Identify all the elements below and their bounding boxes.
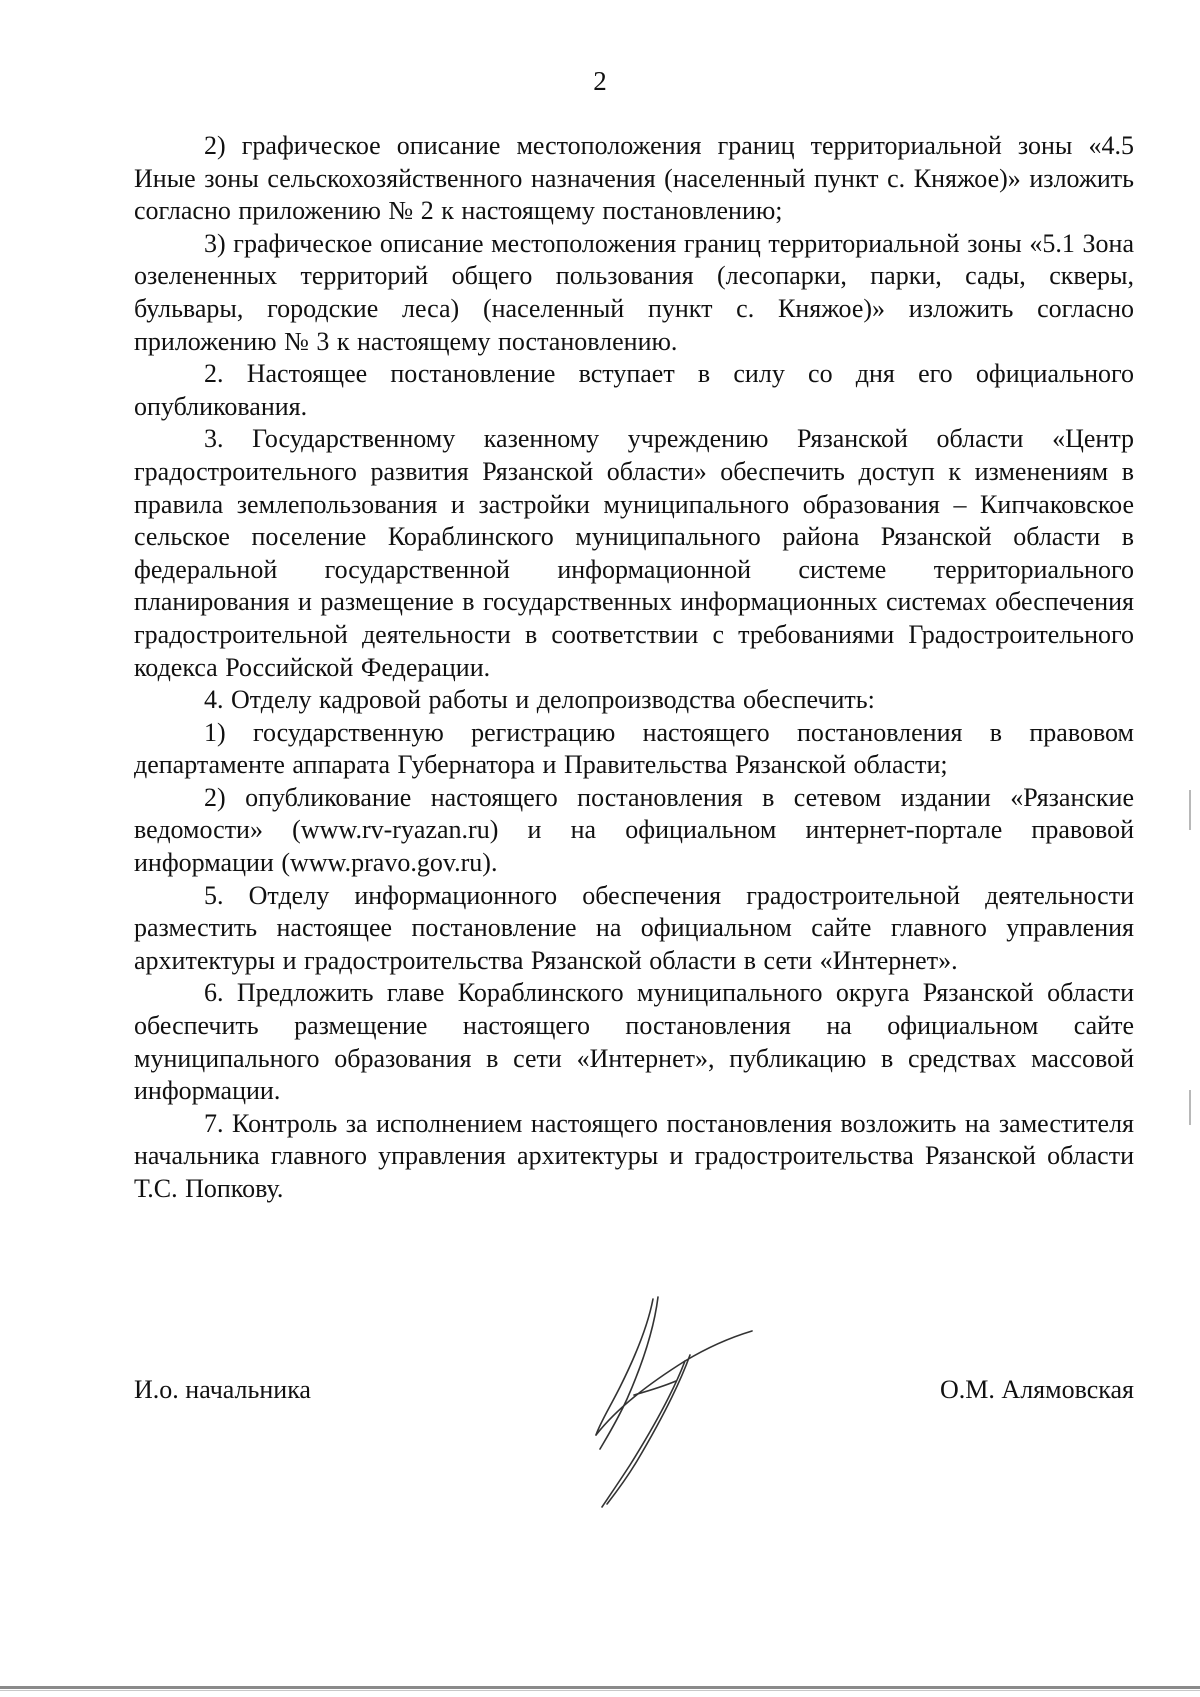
- paragraph-control: 7. Контроль за исполнением настоящего постановления возложить на заместителя начальника главного управления архитектуры и градостроительства Рязанской области Т.С. Попкову.: [134, 1108, 1134, 1203]
- page-number: 2: [593, 66, 607, 96]
- paragraph-publication: 2) опубликование настоящего постановления в сетевом издании «Рязанские ведомости» (www.rv-ryazan.ru) и на официальном интернет-портале правовой информации (www.pravo.gov.ru).: [134, 782, 1134, 878]
- paragraph-registration: 1) государственную регистрацию настоящего постановления в правовом департаменте аппарата Губернатора и Правительства Рязанской области;: [134, 717, 1134, 780]
- scan-edge-line: [0, 1686, 1200, 1689]
- scan-artifact-mark: [1189, 790, 1191, 830]
- paragraph-zone-5-1: 3) графическое описание местоположения границ территориальной зоны «5.1 Зона озелененных территорий общего пользования (лесопарки, парки, сады, скверы, бульвары, городские леса) (населенный пункт с. Княжое)» изложить согласно приложению № 3 к настоящему постановлению.: [134, 228, 1134, 356]
- paragraph-zone-4-5: 2) графическое описание местоположения границ территориальной зоны «4.5 Иные зоны сельскохозяйственного назначения (населенный пункт с. Княжое)» изложить согласно приложению № 2 к настоящему постановлению;: [134, 131, 1134, 226]
- paragraph-municipal-head: 6. Предложить главе Кораблинского муниципального округа Рязанской области обеспечить размещение настоящего постановления на официальном сайте муниципального образования в сети «Интернет», публикацию в средствах массовой информации.: [134, 978, 1134, 1106]
- paragraph-website-posting: 5. Отделу информационного обеспечения градостроительной деятельности разместить настоящее постановление на официальном сайте главного управления архитектуры и градостроительства Рязанской области в сети «Интернет».: [134, 880, 1134, 975]
- signer-position: И.о. начальника: [134, 1375, 311, 1404]
- scan-artifact-mark: [1189, 1090, 1191, 1125]
- scan-edge-faint-line: [0, 1690, 1200, 1691]
- signer-name: О.М. Алямовская: [940, 1375, 1134, 1404]
- paragraph-access-provision: 3. Государственному казенному учреждению Рязанской области «Центр градостроительного развития Рязанской области» обеспечить доступ к изменениям в правила землепользования и застройки муниципального образования – Кипчаковское сельское поселение Кораблинского муниципального района Рязанской области в федеральной государственной информационной системе территориального планирования и размещение в государственных информационных системах обеспечения градостроительной деятельности в соответствии с требованиями Градостроительного кодекса Российской Федерации.: [134, 424, 1134, 682]
- paragraph-effective-date: 2. Настоящее постановление вступает в силу со дня его официального опубликования.: [134, 359, 1134, 421]
- paragraph-hr-department: 4. Отделу кадровой работы и делопроизводства обеспечить:: [204, 685, 875, 715]
- document-body: [134, 130, 1134, 1206]
- handwritten-signature: [590, 1295, 775, 1510]
